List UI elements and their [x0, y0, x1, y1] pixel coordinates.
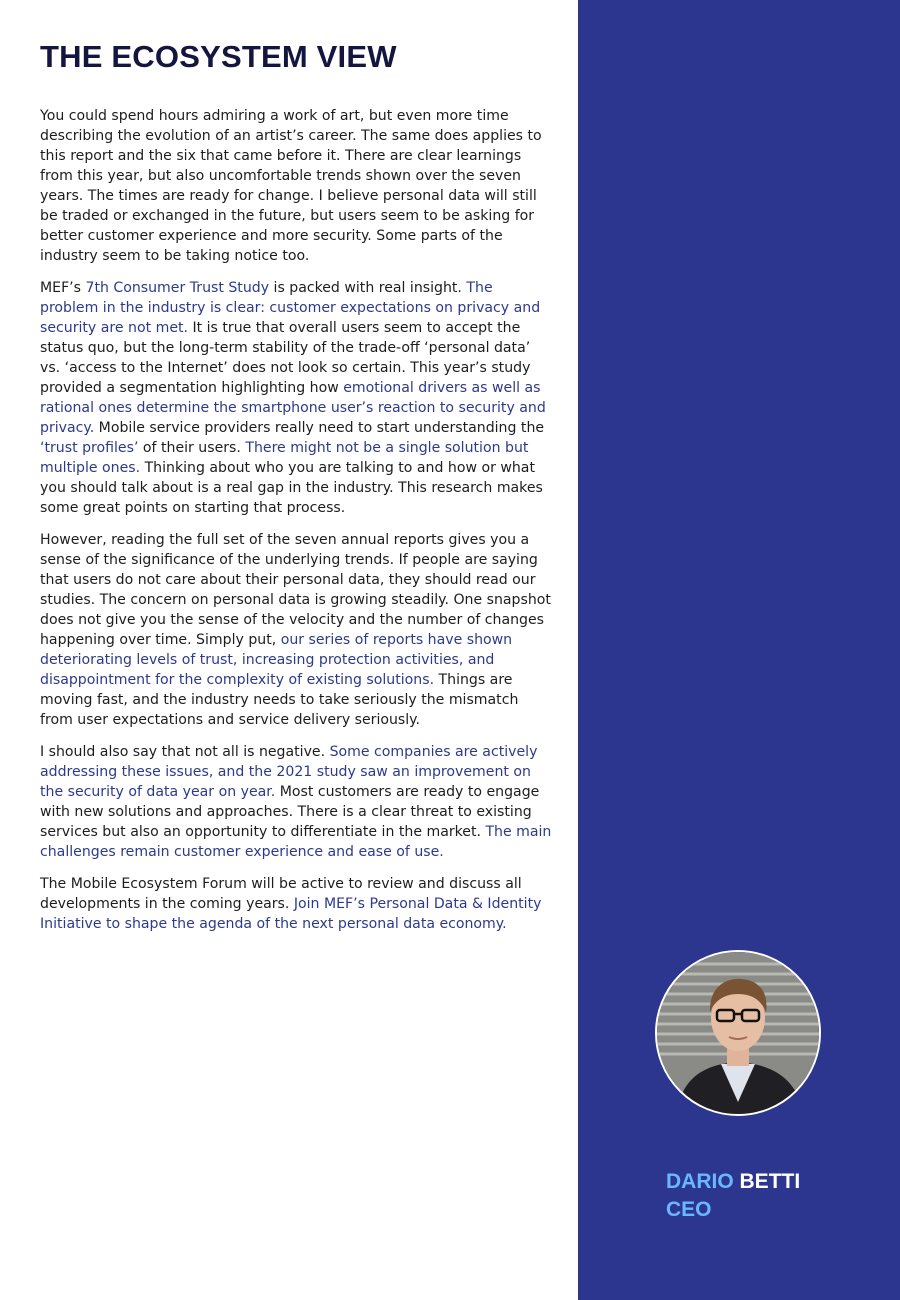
highlighted-text: emotional drivers as well as rational ones determine the smartphone user’s reaction to security and privacy.	[40, 380, 546, 436]
author-role: CEO	[666, 1198, 712, 1221]
text-run: I should also say that not all is negative.	[40, 744, 330, 760]
author-name	[666, 1168, 800, 1196]
text-run: Mobile service providers really need to start understanding the	[94, 420, 545, 436]
highlighted-text: Some companies are actively addressing these issues, and the 2021 study saw an improvement on the security of data year on year.	[40, 744, 538, 800]
page-title: THE ECOSYSTEM VIEW	[40, 39, 397, 74]
paragraph	[40, 742, 552, 862]
paragraph	[40, 278, 552, 518]
paragraph	[40, 530, 552, 730]
paragraph	[40, 106, 552, 266]
text-run: Things are moving fast, and the industry needs to take seriously the mismatch from user expectations and service delivery seriously.	[40, 672, 519, 728]
text-run: MEF’s	[40, 280, 86, 296]
paragraph	[40, 874, 552, 934]
text-run: It is true that overall users seem to accept the status quo, but the long-term stability of the trade-off ‘personal data’ vs. ‘access to the Internet’ does not look so certain. This year’s study provided a segmentation highlighting how	[40, 320, 531, 396]
author-photo	[655, 950, 821, 1116]
text-run: However, reading the full set of the seven annual reports gives you a sense of the significance of the underlying trends. If people are saying that users do not care about their personal data, they should read our studies. The concern on personal data is growing steadily. One snapshot does not give you the sense of the velocity and the number of changes happening over time. Simply put,	[40, 532, 551, 648]
text-run: Most customers are ready to engage with new solutions and approaches. There is a clear threat to existing services but also an opportunity to differentiate in the market.	[40, 784, 540, 840]
author-last-name: BETTI	[739, 1170, 801, 1193]
portrait-illustration	[657, 952, 819, 1114]
highlighted-text: There might not be a single solution but multiple ones.	[40, 440, 529, 476]
text-run: of their users.	[138, 440, 246, 456]
highlighted-text: our series of reports have shown deteriorating levels of trust, increasing protection activities, and disappointment for the complexity of existing solutions.	[40, 632, 513, 688]
text-run: The Mobile Ecosystem Forum will be active to review and discuss all developments in the coming years.	[40, 876, 522, 912]
author-first-name: DARIO	[666, 1170, 734, 1193]
text-run: You could spend hours admiring a work of art, but even more time describing the evolution of an artist’s career. The same does applies to this report and the six that came before it. There are clear learnings from this year, but also uncomfortable trends shown over the seven years. The times are ready for change. I believe personal data will still be traded or exchanged in the future, but users seem to be asking for better customer experience and more security. Some parts of the industry seem to be taking notice too.	[40, 108, 542, 264]
article	[40, 38, 552, 946]
text-run: Thinking about who you are talking to and how or what you should talk about is a real gap in the industry. This research makes some great points on starting that process.	[40, 460, 543, 516]
highlighted-text: Join MEF’s Personal Data & Identity Initiative to shape the agenda of the next personal data economy.	[40, 896, 542, 932]
article-body	[40, 106, 552, 934]
highlighted-text: ‘trust profiles’	[40, 440, 139, 456]
author-credit	[666, 1168, 800, 1224]
highlighted-text: 7th Consumer Trust Study	[85, 280, 270, 296]
highlighted-text: The main challenges remain customer experience and ease of use.	[40, 824, 552, 860]
highlighted-text: The problem in the industry is clear: customer expectations on privacy and security are not met.	[40, 280, 541, 336]
text-run: is packed with real insight.	[269, 280, 467, 296]
sidebar-panel	[578, 0, 900, 1300]
